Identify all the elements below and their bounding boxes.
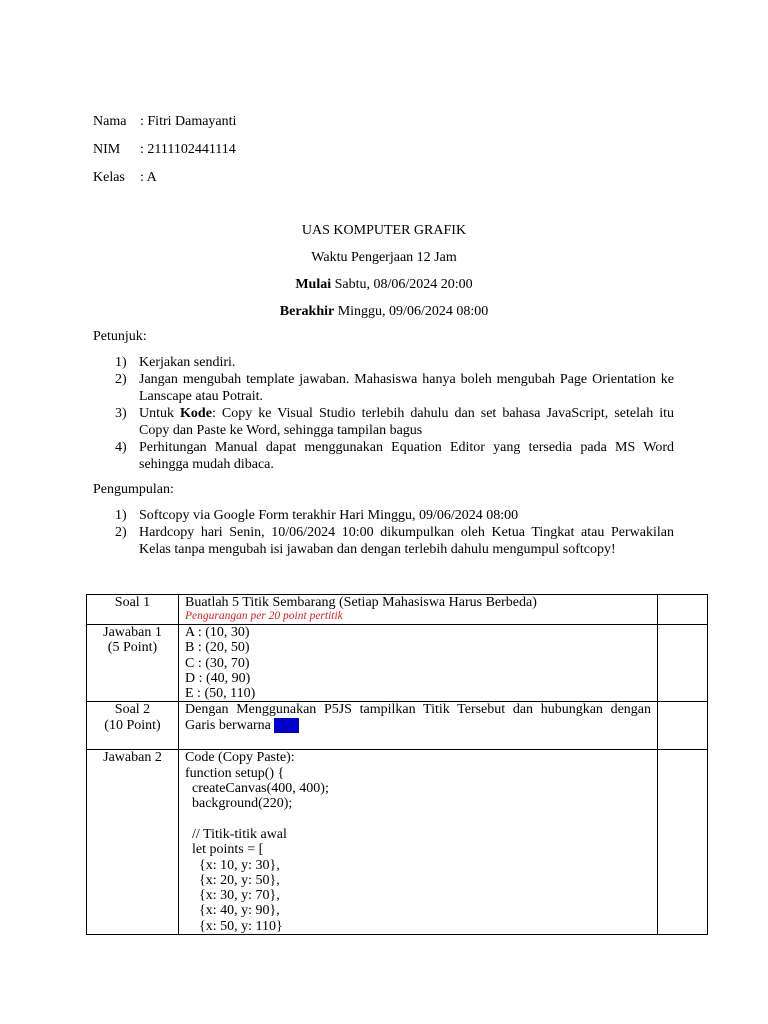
instructions-label: Petunjuk: [93, 329, 147, 344]
code-line: createCanvas(400, 400); [185, 781, 329, 797]
name-row [93, 113, 236, 141]
list-item: 2) Jangan mengubah template jawaban. Mahasiswa hanya boleh mengubah Page Orientation ke Lanscape atau Potrait. [115, 372, 674, 404]
exam-duration: Waktu Pengerjaan 12 Jam [311, 250, 457, 265]
score-cell [658, 595, 708, 625]
code-line: let points = [ [185, 842, 264, 858]
list-item: 1) Kerjakan sendiri. [115, 355, 236, 370]
code-line [185, 812, 651, 827]
exam-start [0, 276, 768, 303]
code-line: {x: 50, y: 110} [185, 918, 283, 934]
point-c: C : (30, 70) [185, 655, 250, 671]
soal2-points: (10 Point) [104, 717, 161, 733]
jawaban1-answer [179, 625, 658, 702]
nim-row [93, 141, 236, 169]
list-item: 1) Softcopy via Google Form terakhir Hari Minggu, 09/06/2024 08:00 [115, 508, 519, 523]
soal2-question [179, 702, 658, 750]
soal1-note: Pengurangan per 20 point pertitik [185, 610, 343, 623]
list-item: 3) Untuk Kode: Copy ke Visual Studio terlebih dahulu dan set bahasa JavaScript, setelah itu Copy dan Paste ke Word, sehingga tampilan bagus [115, 406, 675, 438]
jawaban1-label: Jawaban 1 [103, 625, 162, 640]
point-b: B : (20, 50) [185, 640, 250, 656]
score-cell [658, 625, 708, 702]
list-item: 2) Hardcopy hari Senin, 10/06/2024 10:00 dikumpulkan oleh Ketua Tingkat atau Perwakilan Kelas tanpa mengubah isi jawaban dan dengan terlebih dahulu mengumpul softcopy! [115, 525, 674, 557]
code-line: Code (Copy Paste): [185, 750, 295, 766]
table-row [87, 595, 708, 625]
jawaban1-points: (5 Point) [107, 640, 158, 656]
start-label: Mulai [295, 277, 332, 292]
code-line: // Titik-titik awal [185, 826, 287, 842]
answer-table [86, 594, 708, 935]
code-line: background(220); [185, 796, 293, 812]
code-line: {x: 40, y: 90}, [185, 903, 280, 919]
class-label: Kelas [93, 170, 125, 185]
jawaban2-label: Jawaban 2 [87, 750, 179, 935]
end-value: Minggu, 09/06/2024 08:00 [334, 304, 489, 319]
nim-value: : 2111102441114 [140, 142, 236, 157]
end-label: Berakhir [279, 304, 335, 319]
score-cell [658, 750, 708, 935]
start-value: Sabtu, 08/06/2024 20:00 [331, 277, 473, 292]
submission-list [93, 507, 674, 558]
code-line: {x: 20, y: 50}, [185, 872, 280, 888]
soal2-text: Dengan Menggunakan P5JS tampilkan Titik Tersebut dan hubungkan dengan Garis berwarna [185, 702, 651, 733]
point-a: A : (10, 30) [185, 625, 250, 640]
class-row [93, 169, 236, 197]
soal1-text: Buatlah 5 Titik Sembarang (Setiap Mahasiswa Harus Berbeda) [185, 595, 537, 610]
nim-label: NIM [93, 142, 121, 157]
soal2-highlight: Biru [274, 717, 300, 733]
exam-header [0, 222, 768, 330]
point-d: D : (40, 90) [185, 670, 251, 686]
soal1-label: Soal 1 [87, 595, 179, 625]
table-row [87, 625, 708, 702]
jawaban2-code [179, 750, 658, 935]
soal2-label: Soal 2 [114, 702, 151, 718]
code-line: {x: 30, y: 70}, [185, 888, 280, 904]
class-value: : A [140, 170, 157, 185]
soal2-label-cell [87, 702, 179, 750]
code-line: function setup() { [185, 765, 285, 781]
exam-title: UAS KOMPUTER GRAFIK [301, 223, 467, 238]
table-row [87, 750, 708, 935]
instructions-list [93, 354, 674, 473]
table-row [87, 702, 708, 750]
list-item: 4) Perhitungan Manual dapat menggunakan Equation Editor yang tersedia pada MS Word sehingga mudah dibaca. [115, 440, 674, 472]
point-e: E : (50, 110) [185, 686, 256, 702]
code-line: {x: 10, y: 30}, [185, 857, 280, 873]
exam-end [0, 303, 768, 330]
submission-label: Pengumpulan: [93, 482, 174, 497]
jawaban1-label-cell [87, 625, 179, 702]
student-identity [93, 113, 236, 197]
name-label: Nama [93, 114, 127, 129]
name-value: : Fitri Damayanti [140, 114, 237, 129]
soal1-question [179, 595, 658, 625]
score-cell [658, 702, 708, 750]
